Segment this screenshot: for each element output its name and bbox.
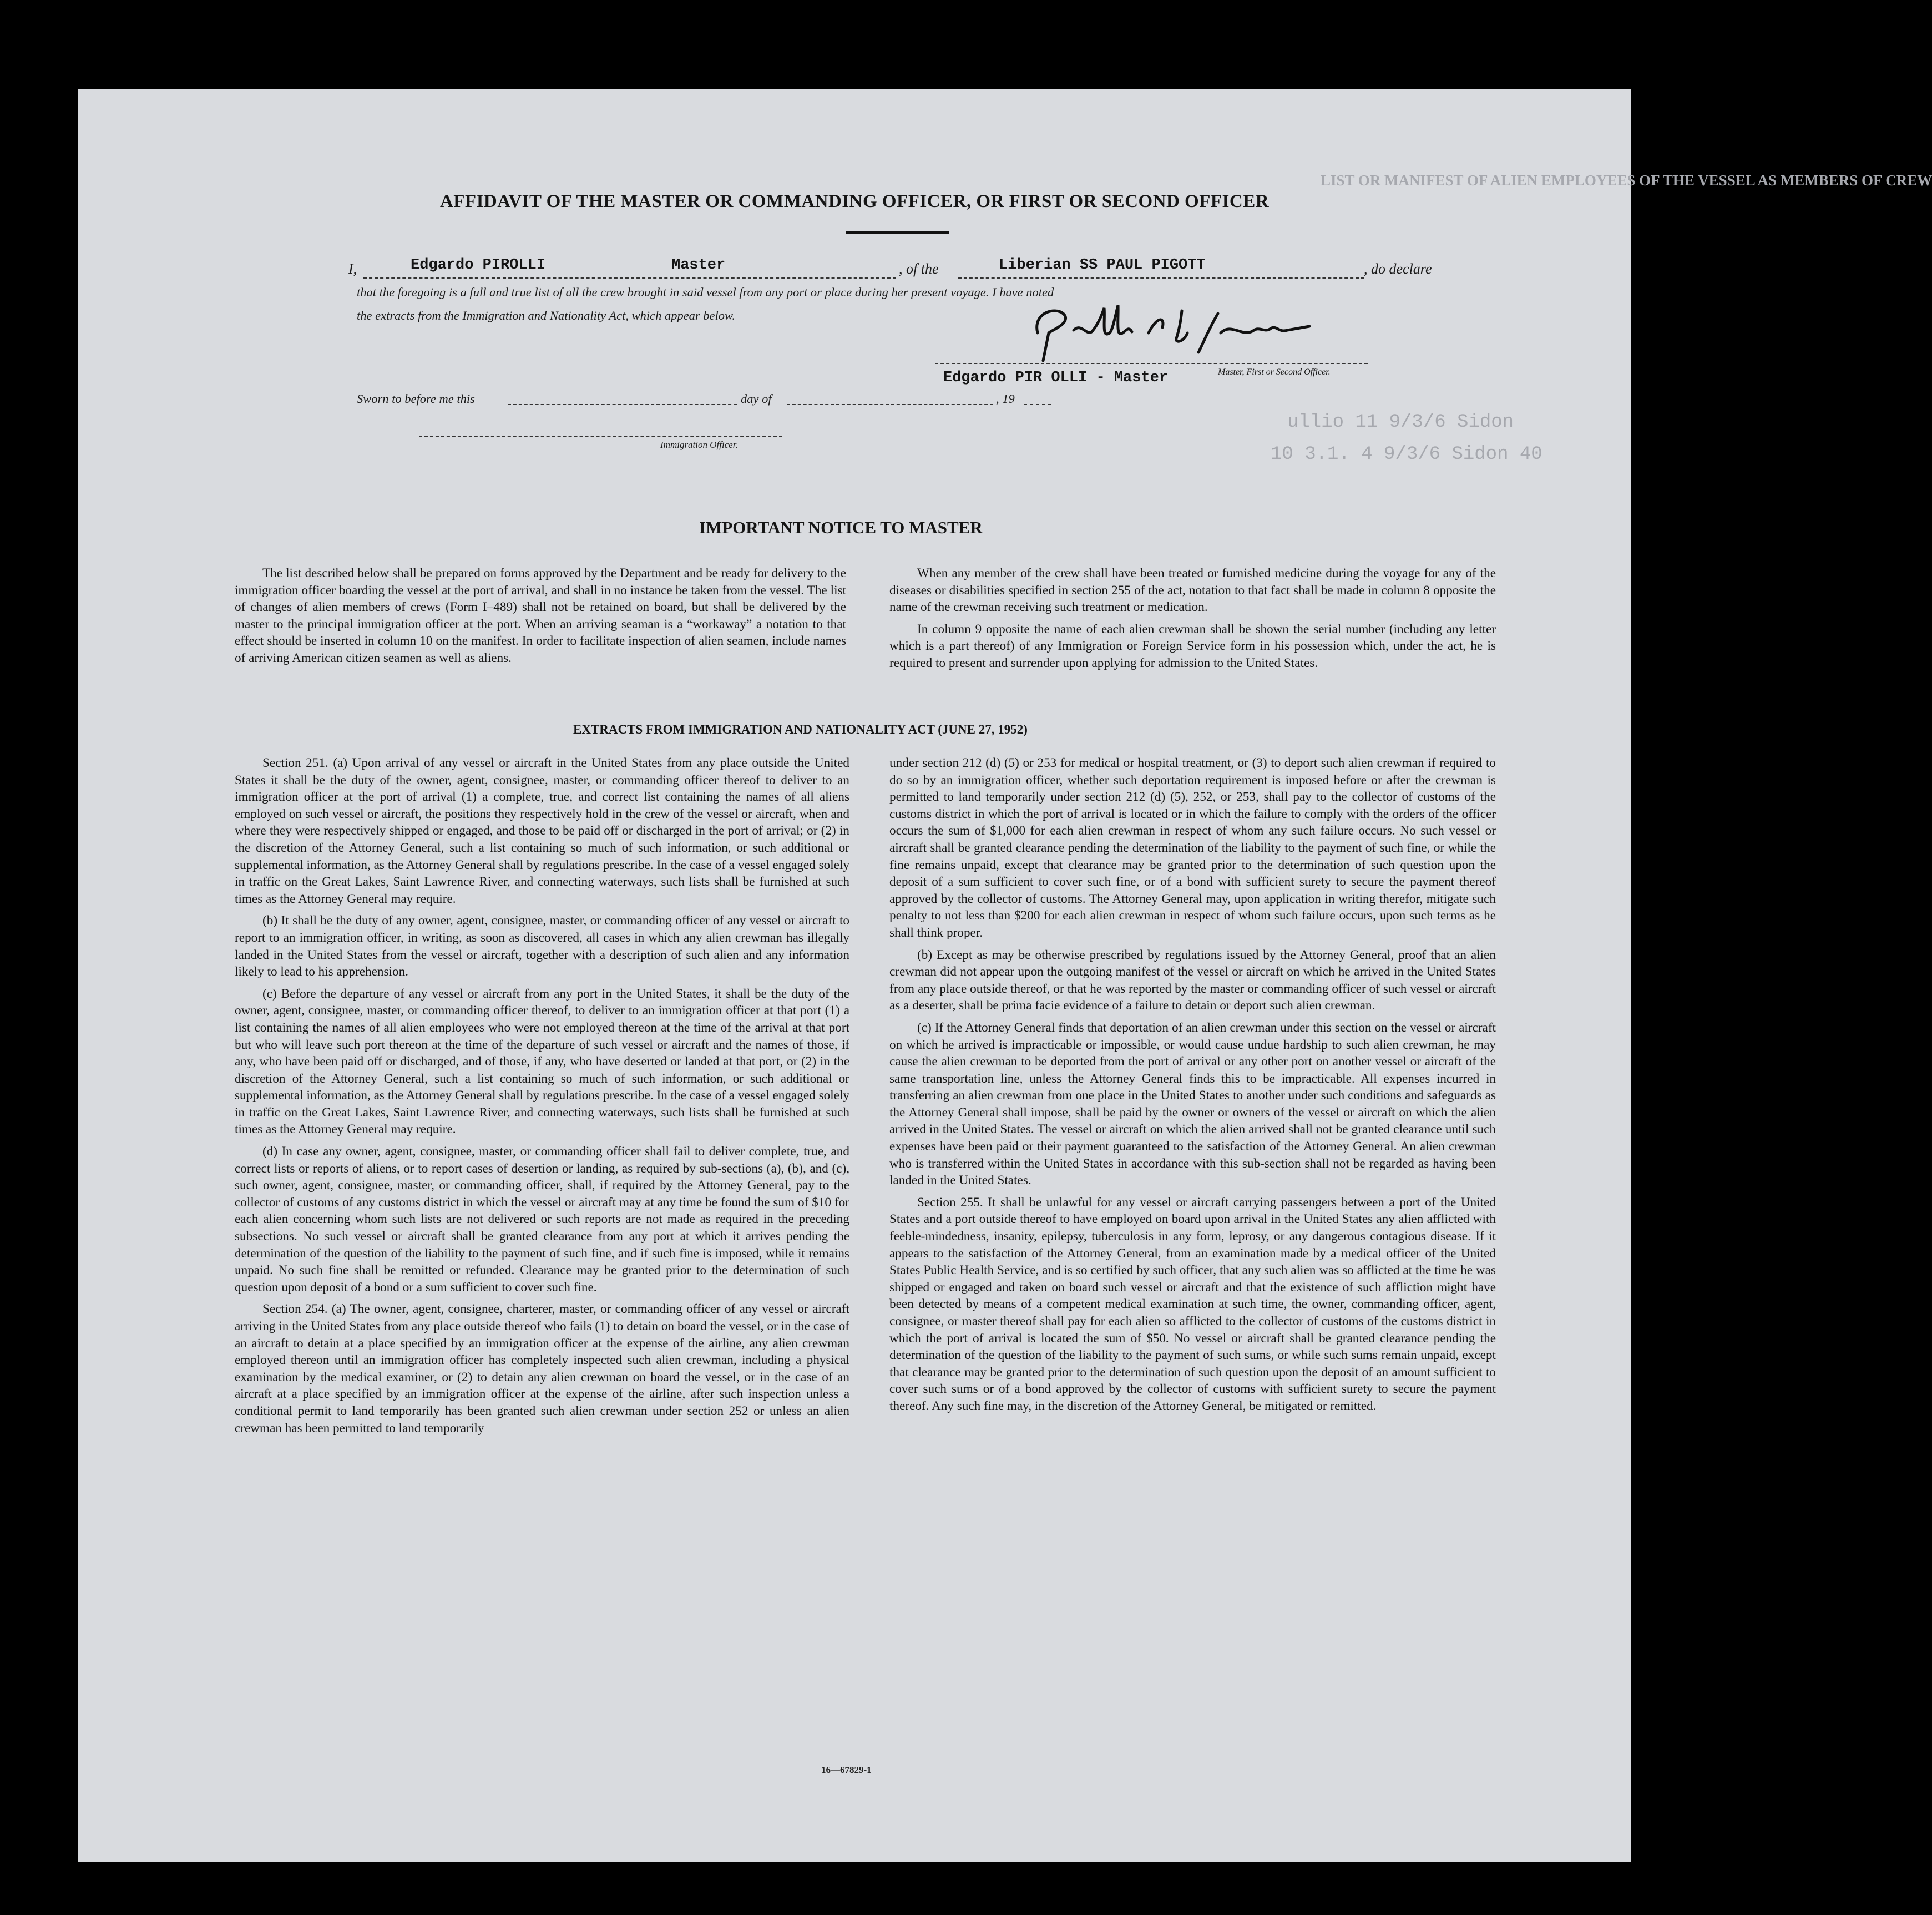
sworn-label: Sworn to before me this [357,392,475,406]
notice-left-column [235,565,846,672]
title-divider [846,231,949,234]
act-section: Section 254. (a) The owner, agent, consignee, charterer, master, or commanding officer of any vessel or aircraft arriving in the United States from any place outside thereof who fails (1) to detain on board the vessel, or in the case of an aircraft to detain at a place specified by an immigration officer at the expense of the airline, any alien crewman employed thereon until an immigration officer has completely inspected such alien crewman, including a physical examination by the medical examiner, or (2) to detain any alien crewman on board the vessel, or in the case of an aircraft at a place specified by an immigration officer at the expense of the airline, after such inspection unless a conditional permit to land temporarily has been granted such alien crewman under section 252 or unless an alien crewman has been permitted to land temporarily [235,1302,849,1436]
document-page [78,89,1932,1862]
notice-title: IMPORTANT NOTICE TO MASTER [699,518,983,537]
extracts-title: EXTRACTS FROM IMMIGRATION AND NATIONALITY ACT (JUNE 27, 1952) [573,722,1028,736]
act-section: under section 212 (d) (5) or 253 for medical or hospital treatment, or (3) to deport such alien crewman if required to do so by an immigration officer, whether such deportation requirement is imposed before or after the crewman is permitted to land temporarily under section 212 (d) (5), 252, or 253, shall pay to the collector of customs of the customs district in which the port of arrival is located or in which the failure to comply with the orders of the officer occurs the sum of $1,000 for each alien crewman in respect of whom any such failure occurs. No such vessel or aircraft shall be granted clearance pending the determination of the liability to the payment of such fine, or while the fine remains unpaid, except that clearance may be granted prior to the determination of such question upon the deposit of a sum sufficient to cover such fine, or of a bond with sufficient surety to secure the payment thereof approved by the collector of customs. The Attorney General may, upon application in writing therefor, mitigate such penalty to not less than $200 for each alien crewman in respect of whom such failure occurs, upon such terms as he shall think proper. [889,756,1496,940]
do-declare-label: , do declare [1364,261,1432,277]
act-section: (b) Except as may be otherwise prescribed by regulations issued by the Attorney General, proof that an alien crewman did not appear upon the outgoing manifest of the vessel or aircraft on which he arrived in the United States from any place outside thereof, or that he was reported by the master or commanding officer of such vessel or aircraft as a deserter, shall be prima facie evidence of a failure to detain or deport such alien crewman. [889,947,1496,1013]
act-section: Section 251. (a) Upon arrival of any vessel or aircraft in the United States from any place outside the United States it shall be the duty of the owner, agent, consignee, master, or commanding officer thereof to deliver to an immigration officer at the port of arrival (1) a complete, true, and correct list containing the names of all aliens employed on such vessel or aircraft, the positions they respectively hold in the crew of the vessel or aircraft, when and where they were respectively shipped or engaged, and those to be paid off or discharged in the port of arrival; or (2) in the discretion of the Attorney General, such a list containing so much of such information, or such additional or supplemental information, as the Attorney General shall by regulations prescribe. In the case of a vessel engaged solely in traffic on the Great Lakes, Saint Lawrence River, and connecting waterways, such lists shall be furnished at such times as the Attorney General may require. [235,756,849,906]
bleed-through-heading: LIST OR MANIFEST OF ALIEN EMPLOYEES OF THE VESSEL AS MEMBERS OF CREW [1321,172,1932,189]
pronoun-label: I, [348,261,357,277]
extracts-right-column [889,755,1496,1420]
vessel-name: Liberian SS PAUL PIGOTT [999,257,1206,274]
handwritten-signature [999,300,1343,366]
affidavit-title: AFFIDAVIT OF THE MASTER OR COMMANDING OFFICER, OR FIRST OR SECOND OFFICER [439,191,1270,211]
notice-right-column [889,565,1496,677]
signature-blank [935,363,1368,364]
notice-paragraph: When any member of the crew shall have been treated or furnished medicine during the voyage for any of the diseases or disabilities specified in section 255 of the act, notation to that fact shall be made in column 8 opposite the name of the crewman receiving such treatment or medication. [889,566,1496,615]
year-label: , 19 [996,392,1015,406]
act-section: (c) Before the departure of any vessel or aircraft from any port in the United States, it shall be the duty of the owner, agent, consignee, master, or commanding officer thereof, to deliver to an immigration officer at that port (1) a list containing the names of all alien employees who were not employed thereon at the time of the arrival at that port but who will leave such port thereon at the time of the departure of such vessel or aircraft and the names of those, if any, who have been paid off or discharged, and of those, if any, who have deserted or landed at that port, or (2) in the discretion of the Attorney General, such a list containing so much of such information, or such additional or supplemental information, as the Attorney General shall by regulations prescribe. In the case of a vessel engaged solely in traffic on the Great Lakes, Saint Lawrence River, and connecting waterways, such lists shall be furnished at such times as the Attorney General may require. [235,986,849,1137]
bleed-through-line: 10 3.1. 4 9/3/6 Sidon 40 [1271,444,1542,465]
master-rank: Master [671,257,726,274]
signer-name: Edgardo PIR OLLI - Master [943,370,1169,386]
of-the-label: , of the [899,261,939,277]
act-section: (b) It shall be the duty of any owner, agent, consignee, master, or commanding officer of any vessel or aircraft to report to an immigration officer, in writing, as soon as discovered, all cases in which any alien crewman has illegally landed in the United States from the vessel or aircraft, together with a description of such alien and any information likely to lead to his apprehension. [235,913,849,979]
immigration-officer-label: Immigration Officer. [660,439,738,450]
notice-paragraph: In column 9 opposite the name of each alien crewman shall be shown the serial number (including any letter which is a part thereof) of any Immigration or Foreign Service form in his possession which, under the act, he is required to present and surrender upon applying for admission to the United States. [889,622,1496,670]
signer-caption: Master, First or Second Officer. [1218,367,1331,377]
extracts-left-column [235,755,849,1442]
bleed-through-line: ullio 11 9/3/6 Sidon [1287,412,1514,433]
month-blank [787,404,993,405]
declaration-statement: the extracts from the Immigration and Nationality Act, which appear below. [357,309,736,322]
act-section: (c) If the Attorney General finds that deportation of an alien crewman under this section on the vessel or aircraft on which he arrived is impracticable or impossible, or would cause undue hardship to such alien crewman, he may cause the alien crewman to be deported from the port of arrival or any other port on another vessel or aircraft of the same transportation line, unless the Attorney General finds this to be impracticable. All expenses incurred in transferring an alien crewman from one place in the United States to another under such conditions and safeguards as the Attorney General shall impose, shall be paid by the owner or owners of the vessel or aircraft on which the alien arrived in the United States. The vessel or aircraft on which the alien arrived shall not be granted clearance until such expenses have been paid or their payment guaranteed to the satisfaction of the Attorney General. An alien crewman who is transferred within the United States in accordance with this sub-section shall not be regarded as having been landed in the United States. [889,1020,1496,1188]
sworn-date-blank [508,404,737,405]
name-blank [363,277,896,279]
officer-signature-blank [419,436,782,437]
day-of-label: day of [741,392,772,406]
notice-paragraph: The list described below shall be prepared on forms approved by the Department and be ready for delivery to the immigration officer boarding the vessel at the port of arrival, and shall in no instance be taken from the vessel. The list of changes of alien members of crews (Form I–489) shall not be retained on board, but shall be delivered by the master to the principal immigration officer at the port. When an arriving seaman is a “workaway” a notation to that effect should be inserted in column 10 on the manifest. In order to facilitate inspection of alien seamen, include names of arriving American citizen seamen as well as aliens. [235,566,846,665]
form-code: 16—67829-1 [821,1765,872,1775]
master-name: Edgardo PIROLLI [411,257,546,274]
declaration-line [78,255,1631,280]
year-blank [1024,404,1051,405]
act-section: (d) In case any owner, agent, consignee, master, or commanding officer shall fail to deliver complete, true, and correct lists or reports of aliens, or to report cases of desertion or landing, as required by sub-sections (a), (b), and (c), such owner, agent, consignee, master, or commanding officer, shall, if required by the Attorney General, pay to the collector of customs of any customs district in which the vessel or aircraft may at any time be found the sum of $10 for each alien concerning whom such lists are not delivered or such reports are not made as required in the preceding subsections. No such vessel or aircraft shall be granted clearance from any port at which it arrives pending the determination of the question of the liability to the payment of such fine, and if such fine is imposed, while it remains unpaid. No such fine shall be remitted or refunded. Clearance may be granted prior to the determination of such question upon deposit of a bond or a sum sufficient to cover such fine. [235,1144,849,1295]
declaration-statement: that the foregoing is a full and true list of all the crew brought in said vessel from any port or place during her present voyage. I have noted [357,285,1054,299]
vessel-blank [958,277,1364,279]
act-section: Section 255. It shall be unlawful for any vessel or aircraft carrying passengers between a port of the United States and a port outside thereof to have employed on board upon arrival in the United States any alien afflicted with feeble-mindedness, insanity, epilepsy, tuberculosis in any form, leprosy, or any dangerous contagious disease. If it appears to the satisfaction of the Attorney General, from an examination made by a medical officer of the United States Public Health Service, and is so certified by such officer, that any such alien was so afflicted at the time he was shipped or engaged and taken on board such vessel or aircraft and that the existence of such affliction might have been detected by means of a competent medical examination at such time, the owner, commanding officer, agent, consignee, or master thereof shall pay for each alien so afflicted to the collector of customs of the customs district in which the port of arrival is located the sum of $50. No vessel or aircraft shall be granted clearance pending the determination of the question of the liability to the payment of such sums, or while such sums remain unpaid, except that clearance may be granted prior to the determination of such question upon the deposit of an amount sufficient to cover such sums or of a bond approved by the collector of customs with sufficient surety to secure the payment thereof. Any such fine may, in the discretion of the Attorney General, be mitigated or remitted. [889,1195,1496,1413]
